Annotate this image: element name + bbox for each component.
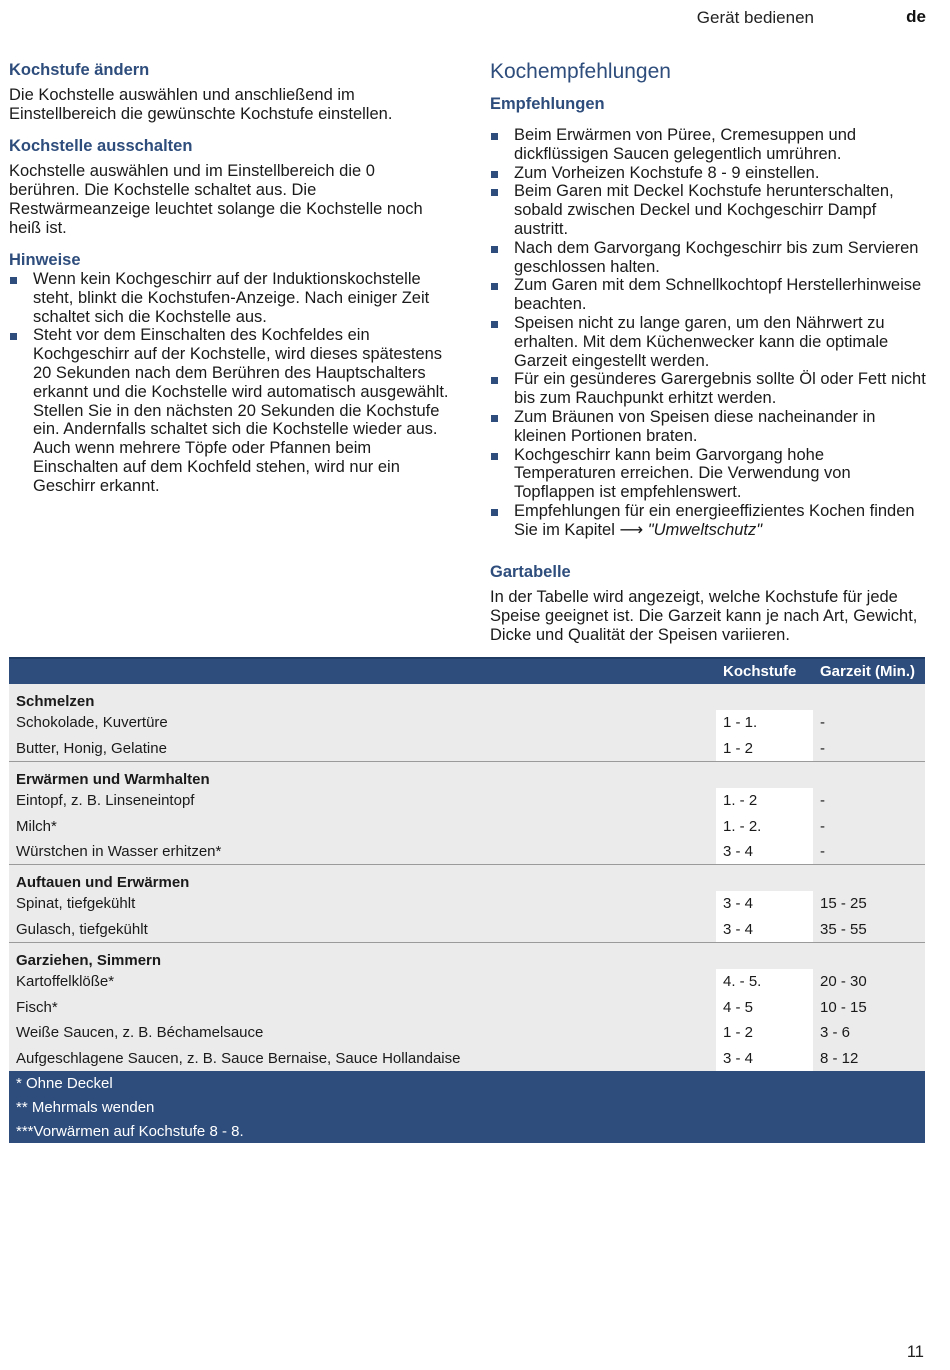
garzeit-cell: -	[813, 788, 925, 814]
heading-empfehlungen: Empfehlungen	[490, 95, 605, 113]
table-row	[9, 994, 925, 1020]
recommendations-list	[490, 126, 930, 540]
square-bullet-icon	[10, 333, 17, 340]
dish-name-cell: Würstchen in Wasser erhitzen*	[9, 839, 716, 865]
square-bullet-icon	[491, 283, 498, 290]
dish-name-cell: Gulasch, tiefgekühlt	[9, 917, 716, 943]
square-bullet-icon	[491, 321, 498, 328]
list-item	[490, 276, 930, 314]
table-cell	[813, 942, 925, 969]
right-column	[490, 60, 930, 657]
dish-name-cell: Aufgeschlagene Saucen, z. B. Sauce Bernaise, Sauce Hollandaise	[9, 1045, 716, 1071]
table-group-row	[9, 942, 925, 969]
table-group-name: Auftauen und Erwärmen	[9, 864, 716, 891]
kochstufe-cell: 4 - 5	[716, 994, 813, 1020]
table-header-cell	[9, 658, 716, 684]
dish-name-cell: Schokolade, Kuvertüre	[9, 710, 716, 736]
text-kochstelle-ausschalten: Kochstelle auswählen und im Einstellbereich die 0 berühren. Die Kochstelle schaltet aus. Die Restwärmeanzeige leuchtet solange die Kochstelle noch heiß ist.	[9, 162, 423, 237]
kochstufe-cell: 3 - 4	[716, 1045, 813, 1071]
footnote-text: * Ohne Deckel	[16, 1074, 113, 1092]
footnote-row	[9, 1071, 925, 1095]
square-bullet-icon	[491, 509, 498, 516]
table-header-kochstufe: Kochstufe	[723, 663, 797, 680]
dish-name-cell: Weiße Saucen, z. B. Béchamelsauce	[9, 1020, 716, 1046]
list-item	[490, 126, 930, 164]
list-item	[9, 326, 449, 495]
list-item	[490, 182, 930, 238]
header-section-title: Gerät bedienen	[696, 8, 814, 27]
square-bullet-icon	[10, 277, 17, 284]
table-row	[9, 839, 925, 865]
heading-kochstufe-aendern: Kochstufe ändern	[9, 61, 150, 79]
table-cell	[813, 761, 925, 788]
table-group-name: Erwärmen und Warmhalten	[9, 761, 716, 788]
square-bullet-icon	[491, 377, 498, 384]
kochstufe-cell: 1. - 2.	[716, 813, 813, 839]
recommendation-text: Kochgeschirr kann beim Garvorgang hohe Temperaturen erreichen. Die Verwendung von Topflappen ist empfehlenswert.	[514, 445, 851, 502]
kochstufe-cell: 1 - 2	[716, 1020, 813, 1046]
square-bullet-icon	[491, 133, 498, 140]
text-kochstufe-aendern: Die Kochstelle auswählen und anschließend im Einstellbereich die gewünschte Kochstufe einstellen.	[9, 86, 393, 123]
dish-name-cell: Spinat, tiefgekühlt	[9, 891, 716, 917]
header-language: de	[906, 7, 926, 26]
dish-name-cell: Butter, Honig, Gelatine	[9, 736, 716, 762]
kochstufe-cell: 1 - 2	[716, 736, 813, 762]
recommendation-text: Zum Bräunen von Speisen diese nacheinander in kleinen Portionen braten.	[514, 407, 876, 445]
garzeit-cell: -	[813, 839, 925, 865]
recommendation-text: Beim Erwärmen von Püree, Cremesuppen und dickflüssigen Saucen gelegentlich umrühren.	[514, 126, 857, 163]
garzeit-cell: 10 - 15	[813, 994, 925, 1020]
page-number: 11	[906, 1343, 924, 1361]
kochstufe-cell: 3 - 4	[716, 917, 813, 943]
garzeit-cell: -	[813, 813, 925, 839]
list-item	[490, 408, 930, 446]
dish-name-cell: Eintopf, z. B. Linseneintopf	[9, 788, 716, 814]
garzeit-cell: 3 - 6	[813, 1020, 925, 1046]
table-group-row	[9, 864, 925, 891]
table-cell	[716, 761, 813, 788]
recommendation-text: Zum Garen mit dem Schnellkochtopf Herstellerhinweise beachten.	[514, 276, 922, 314]
table-row	[9, 1045, 925, 1071]
kochstufe-cell: 1 - 1.	[716, 710, 813, 736]
table-row	[9, 710, 925, 736]
table-cell	[716, 684, 813, 710]
heading-gartabelle: Gartabelle	[490, 562, 571, 581]
text-gartabelle: In der Tabelle wird angezeigt, welche Kochstufe für jede Speise geeignet ist. Die Garzeit kann je nach Art, Gewicht, Dicke und Qualität der Speisen variieren.	[490, 587, 918, 644]
table-cell	[813, 684, 925, 710]
kochstufe-cell: 3 - 4	[716, 839, 813, 865]
recommendation-text: Speisen nicht zu lange garen, um den Nährwert zu erhalten. Mit dem Küchenwecker kann die optimale Garzeit eingestellt werden.	[514, 313, 889, 370]
note-extra-text: Auch wenn mehrere Töpfe oder Pfannen beim Einschalten auf dem Kochfeld stehen, wird nur ein Geschirr erkannt.	[33, 439, 400, 495]
arrow-right-icon: ⟶	[619, 520, 644, 539]
heading-hinweise: Hinweise	[9, 251, 81, 269]
recommendation-text: Nach dem Garvorgang Kochgeschirr bis zum Servieren geschlossen halten.	[514, 238, 919, 276]
kochstufe-cell: 1. - 2	[716, 788, 813, 814]
footnote-row	[9, 1095, 925, 1119]
cooking-table	[9, 657, 925, 1143]
table-group-row	[9, 684, 925, 710]
square-bullet-icon	[491, 171, 498, 178]
footnote-text: ** Mehrmals wenden	[16, 1098, 155, 1116]
list-item	[490, 370, 930, 408]
recommendation-text: Empfehlungen für ein energieeffizientes Kochen finden Sie im Kapitel	[514, 501, 915, 539]
dish-name-cell: Milch*	[9, 813, 716, 839]
note-text: Steht vor dem Einschalten des Kochfeldes ein Kochgeschirr auf der Kochstelle, wird dieses spätestens 20 Sekunden nach dem Berühren des Hauptschalters erkannt und die Kochstelle wird automatisch ausgewählt. Stellen Sie in den nächsten 20 Sekunden die Kochstufe ein. Andernfalls schaltet sich die Kochstelle wieder aus.	[33, 326, 449, 439]
kochstufe-cell: 4. - 5.	[716, 969, 813, 995]
cooking-table-container	[9, 657, 925, 1143]
dish-name-cell: Fisch*	[9, 994, 716, 1020]
list-item	[490, 239, 930, 277]
list-item	[490, 164, 930, 183]
table-row	[9, 969, 925, 995]
left-column	[9, 60, 449, 496]
table-footnotes	[9, 1071, 925, 1143]
table-cell	[716, 864, 813, 891]
table-row	[9, 736, 925, 762]
table-body	[9, 684, 925, 1071]
recommendation-text: Beim Garen mit Deckel Kochstufe herunterschalten, sobald zwischen Deckel und Kochgeschirr Dampf austritt.	[514, 182, 894, 238]
table-header-garzeit: Garzeit (Min.)	[820, 663, 916, 680]
garzeit-cell: 35 - 55	[813, 917, 925, 943]
garzeit-cell: 8 - 12	[813, 1045, 925, 1071]
note-text: Wenn kein Kochgeschirr auf der Induktionskochstelle steht, blinkt die Kochstufen-Anzeige. Nach einiger Zeit schaltet sich die Kochstelle aus.	[33, 270, 430, 326]
table-row	[9, 813, 925, 839]
table-row	[9, 891, 925, 917]
garzeit-cell: -	[813, 736, 925, 762]
garzeit-cell: 20 - 30	[813, 969, 925, 995]
table-row	[9, 1020, 925, 1046]
recommendation-text: Für ein gesünderes Garergebnis sollte Öl oder Fett nicht bis zum Rauchpunkt erhitzt werden.	[514, 370, 926, 408]
list-item	[490, 446, 930, 502]
heading-kochstelle-ausschalten: Kochstelle ausschalten	[9, 137, 193, 155]
dish-name-cell: Kartoffelklöße*	[9, 969, 716, 995]
square-bullet-icon	[491, 189, 498, 196]
table-cell	[716, 942, 813, 969]
list-item	[9, 270, 449, 326]
notes-list	[9, 270, 449, 496]
table-row	[9, 788, 925, 814]
table-cell	[813, 864, 925, 891]
square-bullet-icon	[491, 415, 498, 422]
garzeit-cell: 15 - 25	[813, 891, 925, 917]
heading-kochempfehlungen: Kochempfehlungen	[490, 60, 671, 83]
table-header-row	[9, 658, 925, 684]
table-group-name: Schmelzen	[9, 684, 716, 710]
list-item	[490, 502, 930, 540]
list-item	[490, 314, 930, 370]
table-group-row	[9, 761, 925, 788]
table-group-name: Garziehen, Simmern	[9, 942, 716, 969]
recommendation-text: Zum Vorheizen Kochstufe 8 - 9 einstellen.	[514, 163, 820, 182]
table-row	[9, 917, 925, 943]
chapter-link[interactable]: "Umweltschutz"	[647, 520, 763, 539]
footnote-text: ***Vorwärmen auf Kochstufe 8 - 8.	[16, 1122, 244, 1140]
square-bullet-icon	[491, 246, 498, 253]
kochstufe-cell: 3 - 4	[716, 891, 813, 917]
garzeit-cell: -	[813, 710, 925, 736]
square-bullet-icon	[491, 453, 498, 460]
footnote-row	[9, 1119, 925, 1143]
